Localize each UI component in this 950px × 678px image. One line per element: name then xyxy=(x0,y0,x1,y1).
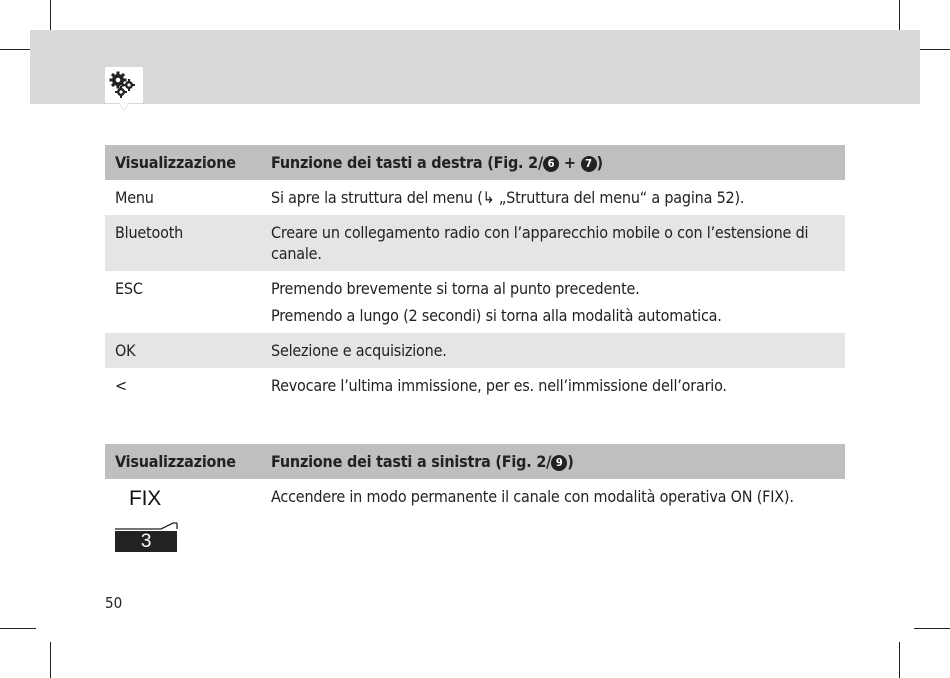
column-header-display: Visualizzazione xyxy=(105,145,261,180)
ref-number-badge: 6 xyxy=(543,156,559,172)
table-header-row xyxy=(105,444,845,479)
display-fix-symbol xyxy=(115,486,251,558)
table-row xyxy=(105,333,845,368)
row-key: Menu xyxy=(115,188,154,207)
row-description: Revocare l’ultima immissione, per es. nell’immissione dell’orario. xyxy=(271,376,727,395)
keys-left-table xyxy=(105,444,845,565)
row-key: ESC xyxy=(115,279,143,298)
table-row xyxy=(105,271,845,333)
column-header-function: Funzione dei tasti a sinistra (Fig. 2/ 9 ) xyxy=(261,444,845,479)
row-key: < xyxy=(115,376,127,395)
ref-number-badge: 9 xyxy=(551,455,567,471)
row-description: Accendere in modo permanente il canale con modalità operativa ON (FIX). xyxy=(271,487,794,506)
table-header-row xyxy=(105,145,845,180)
row-description: Creare un collegamento radio con l’apparecchio mobile o con l’estensione di canale. xyxy=(261,215,845,271)
column-header-display: Visualizzazione xyxy=(105,444,261,479)
switch-line-icon xyxy=(115,519,179,531)
table-row xyxy=(105,215,845,271)
badge-pointer xyxy=(118,102,130,111)
crop-mark xyxy=(50,642,51,678)
row-key: Bluetooth xyxy=(105,215,261,271)
ref-number-badge: 7 xyxy=(581,156,597,172)
crop-mark xyxy=(914,628,950,629)
row-description: Selezione e acquisizione. xyxy=(261,333,845,368)
table-row xyxy=(105,479,845,565)
crop-mark xyxy=(899,642,900,678)
crop-mark xyxy=(0,628,36,629)
display-channel-number: 3 xyxy=(115,531,177,552)
column-header-function: Funzione dei tasti a destra (Fig. 2/ 6 + 7 ) xyxy=(261,145,845,180)
row-description: Si apre la struttura del menu (↳ „Struttura del menu“ a pagina 52). xyxy=(271,188,745,207)
row-description: Premendo brevemente si torna al punto precedente. Premendo a lungo (2 secondi) si torna alla modalità automatica. xyxy=(271,279,722,325)
row-key xyxy=(105,479,261,565)
gears-icon xyxy=(105,67,143,103)
page-number: 50 xyxy=(105,594,123,612)
table-row xyxy=(105,180,845,215)
table-row xyxy=(105,368,845,403)
row-key: OK xyxy=(105,333,261,368)
keys-right-table xyxy=(105,145,845,403)
header-band xyxy=(30,30,920,104)
display-fix-label: FIX xyxy=(129,487,162,510)
